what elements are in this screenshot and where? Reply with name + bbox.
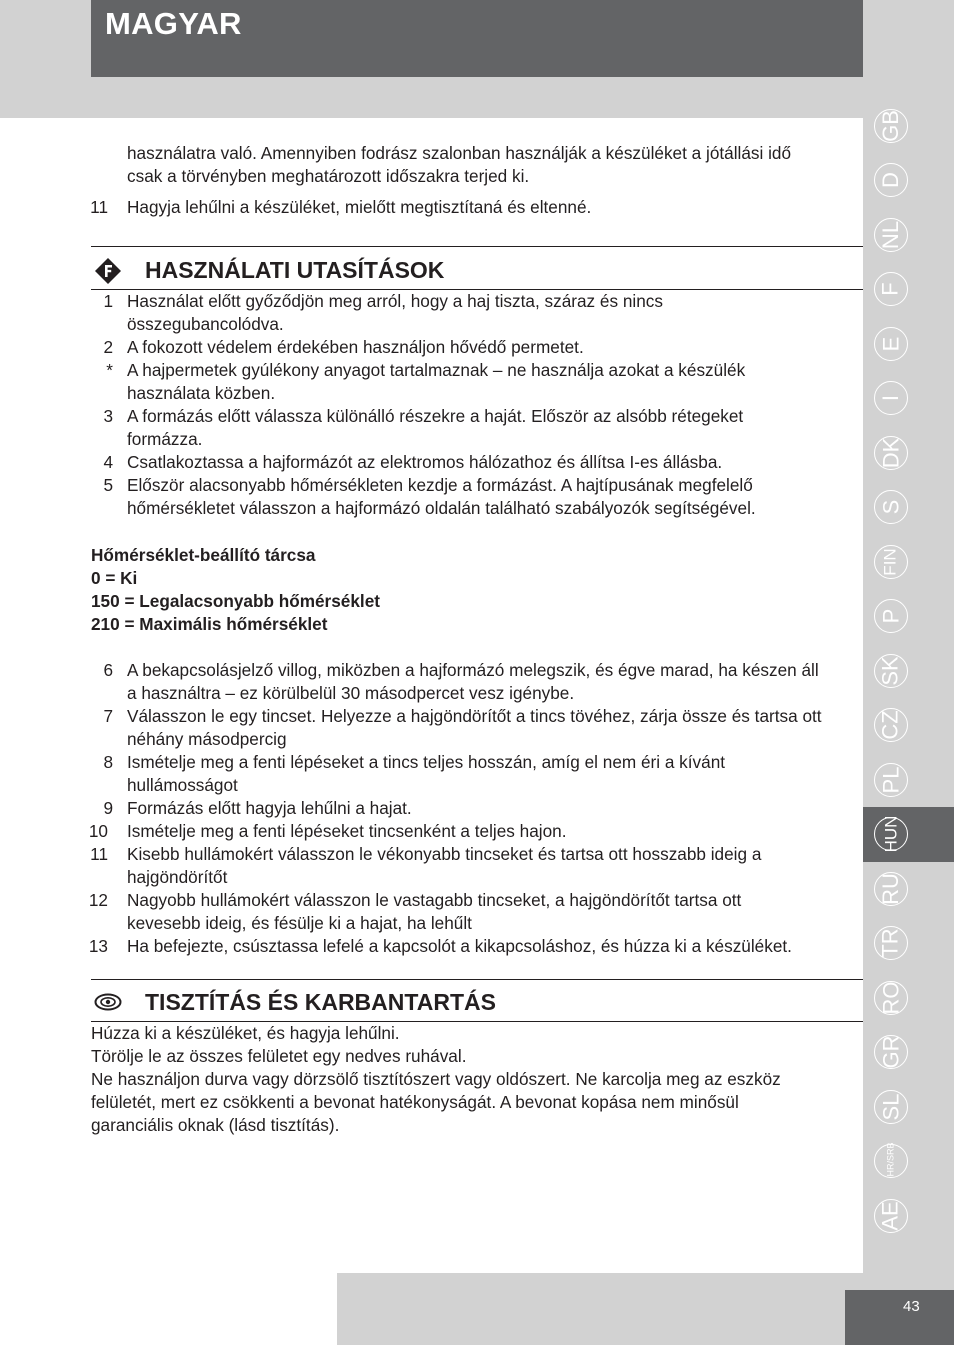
- language-code: I: [878, 394, 903, 402]
- item-number: 6: [103, 660, 113, 680]
- dial-setting: 0 = Ki: [91, 568, 138, 588]
- dial-setting: 210 = Maximális hőmérséklet: [91, 614, 328, 634]
- list-item-text: A bekapcsolásjelző villog, miközben a hajformázó melegszik, és égve marad, ha készen áll: [127, 660, 819, 680]
- language-code: F: [877, 282, 903, 296]
- language-circle: [874, 708, 908, 742]
- dial-setting: 150 = Legalacsonyabb hőmérséklet: [91, 591, 380, 611]
- text-line: Húzza ki a készüléket, és hagyja lehűlni.: [91, 1023, 400, 1043]
- language-code: TR: [877, 928, 903, 958]
- text-line: Törölje le az összes felületet egy nedves ruhával.: [91, 1046, 467, 1066]
- list-item-text: A formázás előtt válassza különálló részekre a haját. Először az alsóbb rétegeket: [127, 406, 744, 426]
- language-code: FIN: [880, 547, 900, 576]
- language-code: GB: [877, 109, 903, 142]
- list-item-text: használata közben.: [127, 383, 276, 403]
- list-item-text: néhány másodpercig: [127, 729, 287, 749]
- language-circle: [874, 872, 908, 906]
- text-line: Ne használjon durva vagy dörzsölő tisztítószert vagy oldószert. Ne karcolja meg az eszköz: [91, 1069, 781, 1089]
- language-circle: [874, 163, 908, 197]
- header-bar: [91, 0, 863, 77]
- item-number: 4: [103, 452, 113, 472]
- language-code: AE: [877, 1200, 903, 1231]
- language-tab-fin[interactable]: [863, 534, 954, 589]
- list-item-text: Először alacsonyabb hőmérsékleten kezdje a formázást. A hajtípusának megfelelő: [127, 475, 753, 495]
- list-item-text: A fokozott védelem érdekében használjon hővédő permetet.: [127, 337, 584, 357]
- language-tab-sk[interactable]: [863, 643, 954, 698]
- item-number: 11: [90, 197, 108, 217]
- language-tab-ro[interactable]: [863, 970, 954, 1025]
- item-number: 7: [103, 706, 113, 726]
- list-item-text: formázza.: [127, 429, 203, 449]
- text-line: felületét, mert ez csökkenti a bevonat hatékonyságát. A bevonat kopása nem minősül: [91, 1092, 739, 1112]
- language-tab-hun[interactable]: [863, 807, 954, 862]
- language-code: S: [878, 499, 903, 515]
- language-tab-gb[interactable]: [863, 98, 954, 153]
- list-item-text: Csatlakoztassa a hajformázót az elektromos hálózathoz és állítsa I-es állásba.: [127, 452, 723, 472]
- list-item-text: a használtra – ez körülbelül 30 másodpercet vesz igénybe.: [127, 683, 575, 703]
- language-circle: [874, 545, 908, 579]
- language-tab-cz[interactable]: [863, 698, 954, 753]
- language-code: P: [878, 608, 903, 624]
- list-item-text: kevesebb ideig, és fésülje ki a hajat, ha lehűlt: [127, 913, 472, 933]
- language-circle: [874, 490, 908, 524]
- language-tab-dk[interactable]: [863, 425, 954, 480]
- language-code: RU: [878, 872, 903, 905]
- language-circle: [874, 327, 908, 361]
- language-tab-hr-srb[interactable]: [863, 1134, 954, 1189]
- language-circle: [874, 981, 908, 1015]
- language-tab-tr[interactable]: [863, 916, 954, 971]
- section-rule-top: [91, 979, 863, 980]
- language-code: CZ: [877, 710, 903, 740]
- text-line: használatra való. Amennyiben fodrász szalonban használják a készüléket a jótállási idő: [127, 143, 792, 163]
- language-circle: [874, 654, 908, 688]
- language-circle: [874, 817, 908, 851]
- language-circle: [874, 1199, 908, 1233]
- language-code: GR: [878, 1035, 903, 1069]
- language-tab-d[interactable]: [863, 153, 954, 208]
- list-item-text: összegubancolódva.: [127, 314, 284, 334]
- section-title-usage: HASZNÁLATI UTASÍTÁSOK: [145, 257, 445, 283]
- language-circle: [874, 599, 908, 633]
- language-code: E: [878, 336, 903, 351]
- language-tab-p[interactable]: [863, 589, 954, 644]
- list-item-text: Ismételje meg a fenti lépéseket a tincs teljes hosszán, amíg el nem éri a kívánt: [127, 752, 726, 772]
- list-item-text: Formázás előtt hagyja lehűlni a hajat.: [127, 798, 412, 818]
- section-title-cleaning: TISZTÍTÁS ÉS KARBANTARTÁS: [145, 989, 496, 1015]
- item-number: 9: [103, 798, 113, 818]
- list-item-text: hullámosságot: [127, 775, 238, 795]
- item-number: 10: [88, 821, 108, 841]
- list-item-text: Használat előtt győződjön meg arról, hogy a haj tiszta, száraz és nincs: [127, 291, 663, 311]
- item-number: 13: [88, 936, 108, 956]
- text-line: Hagyja lehűlni a készüléket, mielőtt megtisztítaná és eltenné.: [127, 197, 592, 217]
- language-code: D: [877, 172, 903, 188]
- language-circle: [874, 926, 908, 960]
- list-item-text: hajgöndörítőt: [127, 867, 228, 887]
- language-tab-ae[interactable]: [863, 1188, 954, 1243]
- language-circle: [874, 218, 908, 252]
- language-code: DK: [878, 437, 903, 468]
- language-tab-ru[interactable]: [863, 861, 954, 916]
- language-tab-f[interactable]: [863, 262, 954, 317]
- item-number: 12: [88, 890, 108, 910]
- text-line: garanciális oknak (lásd tisztítás).: [91, 1115, 340, 1135]
- language-code: SL: [877, 1093, 903, 1120]
- list-item-text: A hajpermetek gyúlékony anyagot tartalmaznak – ne használja azokat a készülék: [127, 360, 746, 380]
- language-circle: [874, 1141, 908, 1178]
- language-tab-sl[interactable]: [863, 1079, 954, 1134]
- language-tab-pl[interactable]: [863, 752, 954, 807]
- f-diamond-icon: [94, 257, 122, 285]
- language-code: PL: [877, 766, 903, 793]
- language-code: HUN: [881, 815, 900, 853]
- page-number: 43: [903, 1298, 920, 1315]
- list-item-text: Kisebb hullámokért válasszon le vékonyabb tincseket és tartsa ott hosszabb ideig a: [127, 844, 762, 864]
- item-number: 11: [90, 844, 108, 864]
- list-item-text: Ha befejezte, csúsztassa lefelé a kapcsolót a kikapcsoláshoz, és húzza ki a készüléket.: [127, 936, 792, 956]
- language-code: SK: [877, 655, 903, 686]
- text-line: csak a törvényben meghatározott időszakra terjed ki.: [127, 166, 530, 186]
- language-circle: [874, 381, 908, 415]
- language-code: HR/SRB: [885, 1141, 896, 1176]
- c-eye-icon: [94, 988, 122, 1016]
- list-item-text: Ismételje meg a fenti lépéseket tincsenként a teljes hajon.: [127, 821, 567, 841]
- item-number: 5: [103, 475, 113, 495]
- list-item-text: hőmérsékletet válasszon a hajformázó oldalán található szabályozók segítségével.: [127, 498, 756, 518]
- language-tab-nl[interactable]: [863, 207, 954, 262]
- language-tab-s[interactable]: [863, 480, 954, 535]
- dial-heading: Hőmérséklet-beállító tárcsa: [91, 545, 316, 565]
- item-number: *: [106, 360, 113, 380]
- section-rule-top: [91, 246, 863, 247]
- item-number: 2: [103, 337, 113, 357]
- language-circle: [874, 109, 908, 143]
- item-number: 1: [103, 291, 113, 311]
- language-circle: [874, 272, 908, 306]
- language-circle: [874, 763, 908, 797]
- language-code: RO: [878, 981, 903, 1014]
- language-circle: [874, 1035, 908, 1069]
- item-number: 3: [103, 406, 113, 426]
- footer-white-area: [0, 1273, 337, 1345]
- list-item-text: Válasszon le egy tincset. Helyezze a hajgöndörítőt a tincs tövéhez, zárja össze és tartsa ott: [127, 706, 822, 726]
- language-tab-gr[interactable]: [863, 1025, 954, 1080]
- language-circle: [874, 1090, 908, 1124]
- item-number: 8: [103, 752, 113, 772]
- page-number-box: [845, 1290, 954, 1345]
- list-item-text: Nagyobb hullámokért válasszon le vastagabb tincseket, a hajgöndörítőt tartsa ott: [127, 890, 742, 910]
- page-title: MAGYAR: [105, 6, 242, 41]
- language-tab-i[interactable]: [863, 371, 954, 426]
- language-circle: [874, 436, 908, 470]
- language-code: NL: [878, 220, 903, 249]
- language-tab-e[interactable]: [863, 316, 954, 371]
